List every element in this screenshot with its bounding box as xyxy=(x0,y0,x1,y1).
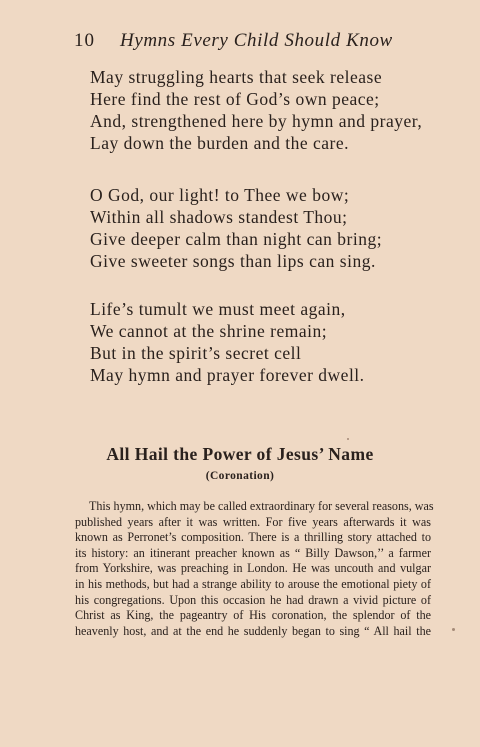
verse-line: We cannot at the shrine remain; xyxy=(90,321,328,341)
hymn-title: All Hail the Power of Jesus’ Name xyxy=(106,444,374,464)
prose-line: in his methods, but had a strange ability to arouse the emotional piety of xyxy=(75,576,431,591)
verse-line: May hymn and prayer forever dwell. xyxy=(90,365,365,385)
paper-speck xyxy=(452,628,455,631)
stanza xyxy=(90,66,422,154)
prose-paragraph xyxy=(75,499,434,639)
verse-line: Within all shadows standest Thou; xyxy=(90,207,348,227)
prose-line: heavenly host, and at the end he suddenly began to sing “ All hail the xyxy=(75,623,431,638)
stanza xyxy=(90,298,365,386)
prose-line: Christ as King, the pageantry of His coronation, the splendor of the xyxy=(75,608,431,623)
paper-speck xyxy=(347,438,349,440)
prose-line: his congregations. Upon this occasion he had drawn a vivid picture of xyxy=(75,592,431,607)
hymn-subtitle: (Coronation) xyxy=(205,470,275,482)
running-header xyxy=(74,30,394,56)
verse-line: Give sweeter songs than lips can sing. xyxy=(90,251,376,271)
prose-line: known as Perronet’s composition. There is a thrilling story attached to xyxy=(75,530,431,545)
verse-line: Lay down the burden and the care. xyxy=(90,133,349,153)
prose-line: from Yorkshire, was preaching in London. He was uncouth and vulgar xyxy=(75,561,431,576)
running-title: Hymns Every Child Should Know xyxy=(120,30,393,51)
verse-line: But in the spirit’s secret cell xyxy=(90,343,302,363)
prose-line: This hymn, which may be called extraordinary for several reasons, was xyxy=(89,499,434,513)
page-number: 10 xyxy=(74,30,95,51)
verse-line: May struggling hearts that seek release xyxy=(90,67,383,87)
verse-line: Here find the rest of God’s own peace; xyxy=(90,89,380,109)
prose-line: its history: an itinerant preacher known as “ Billy Dawson,’’ a farmer xyxy=(75,545,431,560)
prose-line: published years after it was written. For five years afterwards it was xyxy=(75,514,431,529)
verse-line: And, strengthened here by hymn and prayer, xyxy=(90,111,423,131)
verse-line: Give deeper calm than night can bring; xyxy=(90,229,383,249)
verse-line: Life’s tumult we must meet again, xyxy=(90,299,346,319)
verse-line: O God, our light! to Thee we bow; xyxy=(90,185,350,205)
stanza xyxy=(90,184,382,272)
